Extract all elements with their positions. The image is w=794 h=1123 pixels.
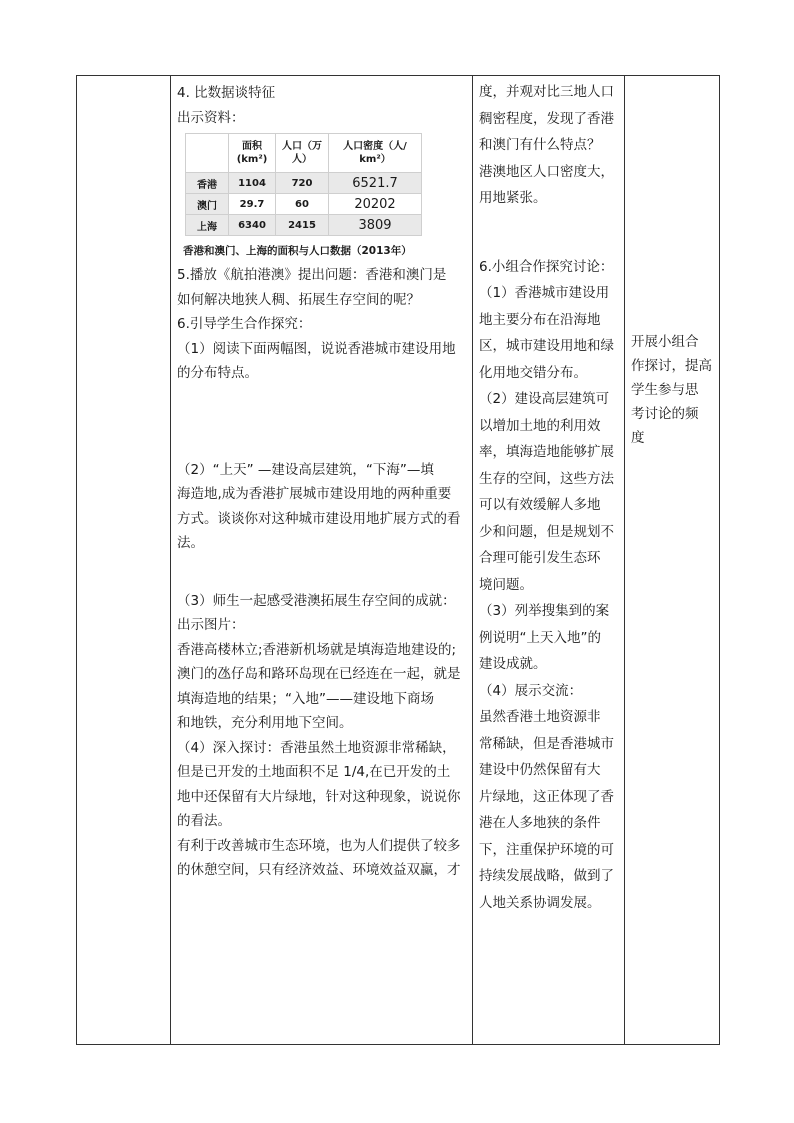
show-material-label: 出示资料： [177, 109, 245, 126]
question3-text: 澳门的氹仔岛和路环岛现在已经连在一起，就是 [177, 666, 461, 682]
answer4-text: 的休憩空间，只有经济效益、环境效益双赢，才 [177, 862, 461, 878]
question2-text: （2）“上天” —建设高层建筑，“下海”—填 [177, 461, 434, 478]
section-title: 4. 比数据谈特征 [177, 85, 276, 101]
student-activity-column [473, 75, 624, 916]
intent-line: 度 [631, 430, 645, 446]
cell-density: 6521.7 [329, 173, 422, 194]
table-header: 人口（万 人） [276, 134, 329, 173]
table-row [186, 194, 422, 215]
activity-line: 建设中仍然保留有大 [479, 762, 601, 778]
cell-density: 20202 [329, 194, 422, 215]
table-header: 人口密度（人/ km²） [329, 134, 422, 173]
intent-line: 考讨论的频 [631, 406, 699, 422]
row-name: 澳门 [186, 194, 229, 215]
question2-text: 法。 [177, 535, 204, 551]
teaching-process-column [171, 75, 472, 883]
table-caption: 香港和澳门、上海的面积与人口数据（2013年） [183, 245, 412, 257]
activity-line: 虽然香港土地资源非 [479, 709, 601, 725]
question3-text: 香港高楼林立;香港新机场就是填海造地建设的; [177, 641, 457, 658]
question4-text: 的看法。 [177, 813, 231, 829]
table-header: 面积 (km²) [229, 134, 276, 173]
question3-text: （3）师生一起感受港澳拓展生存空间的成就： [177, 592, 456, 609]
activity-line: 合理可能引发生态环 [479, 550, 601, 566]
activity-line: 率，填海造地能够扩展 [479, 444, 614, 460]
question3-text: 出示图片： [177, 617, 245, 633]
activity-line: 港澳地区人口密度大， [479, 163, 614, 180]
intent-line: 学生参与思 [631, 382, 699, 398]
design-intent-column [625, 330, 720, 450]
activity-line: 片绿地，这正体现了香 [479, 788, 614, 805]
activity-line: 生存的空间，这些方法 [479, 470, 614, 487]
activity-line: （1）香港城市建设用 [479, 285, 610, 301]
activity-line: 常稀缺，但是香港城市 [479, 735, 614, 752]
question2-text: 海造地,成为香港扩展城市建设用地的两种重要 [177, 486, 452, 502]
question4-text: 地中还保留有大片绿地，针对这种现象，说说你 [177, 788, 461, 805]
activity-line: 下，注重保护环境的可 [479, 841, 614, 858]
activity-line: 地主要分布在沿海地 [479, 311, 601, 328]
activity-line: 例说明“上天入地”的 [479, 629, 601, 646]
activity-line: 人地关系协调发展。 [479, 894, 601, 911]
activity-line: （3）列举搜集到的案 [479, 603, 610, 619]
step5-text: 如何解决地狭人稠、拓展生存空间的呢？ [177, 291, 420, 308]
row-name: 上海 [186, 215, 229, 236]
question3-text: 填海造地的结果；“入地”——建设地下商场 [177, 690, 434, 707]
answer4-text: 有利于改善城市生态环境，也为人们提供了较多 [177, 837, 461, 854]
step6-text: 6.引导学生合作探究： [177, 316, 312, 332]
activity-line: 可以有效缓解人多地 [479, 497, 601, 513]
question1-text: 的分布特点。 [177, 365, 258, 381]
intent-line: 作探讨，提高 [631, 358, 712, 374]
row-name: 香港 [186, 173, 229, 194]
cell-pop: 2415 [276, 215, 329, 236]
activity-line: 少和问题，但是规划不 [479, 523, 614, 540]
activity-line: 度，并观对比三地人口 [479, 84, 614, 100]
table-row [186, 173, 422, 194]
intent-line: 开展小组合 [631, 334, 699, 350]
activity-line: 建设成就。 [479, 656, 547, 672]
activity-line: （4）展示交流： [479, 682, 583, 699]
cell-pop: 60 [276, 194, 329, 215]
cell-area: 1104 [229, 173, 276, 194]
activity-line: 境问题。 [479, 576, 533, 593]
activity-line: 和澳门有什么特点？ [479, 137, 601, 153]
cell-area: 6340 [229, 215, 276, 236]
activity-line: 化用地交错分布。 [479, 364, 587, 381]
question4-text: 但是已开发的土地面积不足 1/4,在已开发的土 [177, 764, 451, 780]
population-data-table [185, 133, 422, 236]
activity-line: 区，城市建设用地和绿 [479, 338, 614, 354]
activity-line: 6.小组合作探究讨论： [479, 258, 614, 275]
question4-text: （4）深入探讨：香港虽然土地资源非常稀缺， [177, 739, 456, 756]
cell-area: 29.7 [229, 194, 276, 215]
activity-line: 用地紧张。 [479, 190, 547, 206]
activity-line: 稠密程度，发现了香港 [479, 110, 614, 127]
activity-line: 港在人多地狭的条件 [479, 815, 601, 831]
table-row [186, 215, 422, 236]
question1-text: （1）阅读下面两幅图，说说香港城市建设用地 [177, 340, 456, 357]
cell-pop: 720 [276, 173, 329, 194]
step5-text: 5.播放《航拍港澳》提出问题：香港和澳门是 [177, 267, 447, 283]
table-header [186, 134, 229, 173]
question3-text: 和地铁，充分利用地下空间。 [177, 715, 353, 731]
question2-text: 方式。谈谈你对这种城市建设用地扩展方式的看 [177, 510, 461, 527]
cell-density: 3809 [329, 215, 422, 236]
activity-line: 持续发展战略，做到了 [479, 868, 614, 884]
column-divider [624, 75, 625, 1045]
activity-line: （2）建设高层建筑可 [479, 391, 610, 407]
activity-line: 以增加土地的利用效 [479, 417, 601, 434]
